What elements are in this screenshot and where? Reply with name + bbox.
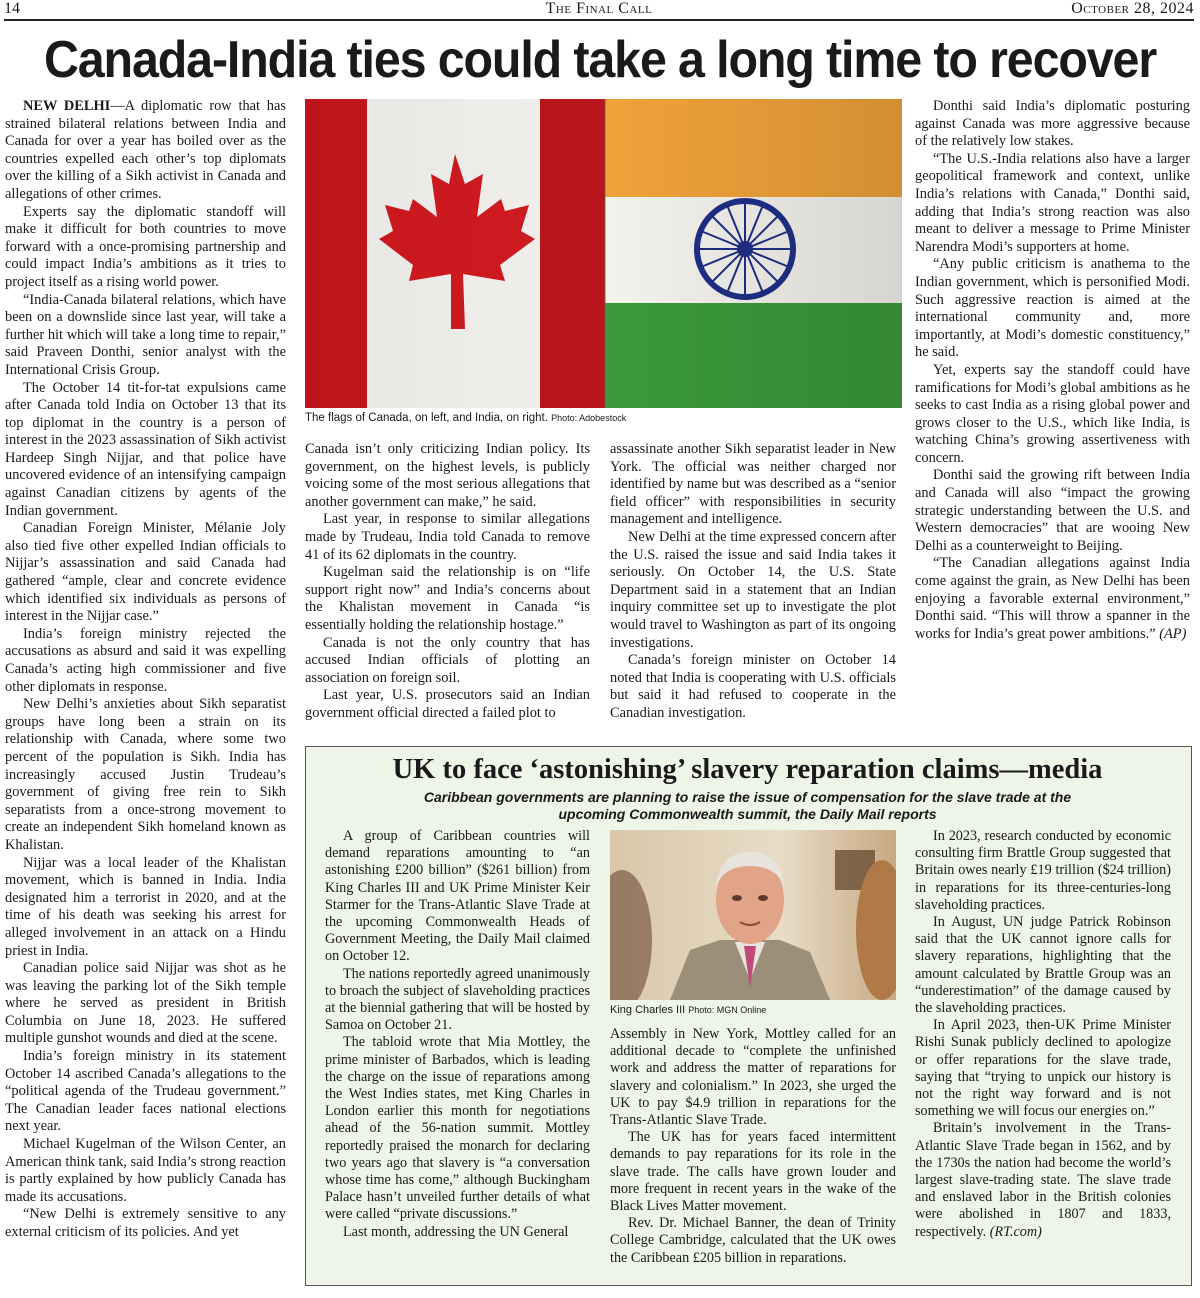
story1-column-3 — [610, 441, 896, 723]
king-charles-photo — [610, 830, 896, 1000]
story1-column-4 — [915, 98, 1190, 643]
story2-paragraph: Assembly in New York, Mottley called for an additional decade to “complete the unfinished work and address the matter of reparations for slavery and colonialism.” In 2023, she urged the UK to pay $4.9 trillion in reparations for the Trans-Atlantic Slave Trade. — [610, 1026, 896, 1129]
story1-paragraph: India’s foreign ministry rejected the accusations as absurd and said it was expelling Canada’s acting high commissioner and five other diplomats in response. — [5, 625, 286, 695]
story1-paragraph: The October 14 tit-for-tat expulsions came after Canada told India on October 13 that its top diplomat in the country is a person of interest in the 2023 assassination of Sikh activist Hardeep Singh Nijjar, and that police have uncovered evidence of an intensifying campaign against Canadian citizens by agents of the Indian government. — [5, 379, 286, 519]
source-tag: (AP) — [1159, 625, 1187, 642]
story1-paragraph: NEW DELHI—A diplomatic row that has strained bilateral relations between India and Canada for over a year has boiled over as the countries expelled each other’s top diplomats over the killing of a Sikh activist in Canada and allegations of other crimes. — [5, 98, 286, 202]
masthead-bar — [4, 0, 1194, 21]
story1-paragraph: Canada’s foreign minister on October 14 noted that India is cooperating with U.S. officials but said it had refused to cooperate in the Canadian investigation. — [610, 652, 896, 721]
story1-paragraph: “Any public criticism is anathema to the Indian government, which is personified Modi. Such aggressive reaction is aimed at the international community and, more importantly, at Modi’s domestic constituency,” he said. — [915, 256, 1190, 361]
story1-paragraph: New Delhi at the time expressed concern after the U.S. raised the issue and said India takes it seriously. On October 14, the U.S. State Department said in a statement that an Indian inquiry committee set up to investigate the plot would travel to Washington as part of its ongoing investigations. — [610, 528, 896, 651]
story2-headline: UK to face ‘astonishing’ slavery reparation claims—media — [392, 754, 1103, 785]
story1-paragraph: India’s foreign ministry in its statement October 14 ascribed Canada’s allegations to the “political agenda of the Trudeau government.” The Canadian leader faces national elections next year. — [5, 1048, 286, 1135]
story2-column-2 — [610, 1026, 896, 1267]
story2-paragraph: A group of Caribbean countries will demand reparations amounting to “an astonishing £200 billion” ($261 billion) from King Charles III and UK Prime Minister Keir Starmer for the Trans-Atlantic Slave Trade at the upcoming Commonwealth Heads of Government Meeting, the Daily Mail claimed on October 12. — [325, 828, 590, 965]
story1-headline: Canada-India ties could take a long time to recover — [43, 31, 1157, 89]
story1-column-1 — [5, 98, 286, 1242]
photo-credit: Photo: Adobestock — [551, 413, 627, 423]
story2-paragraph: Last month, addressing the UN General — [343, 1223, 569, 1240]
story2-subheadline: Caribbean governments are planning to raise the issue of compensation for the slave trade at the upcoming Commonwealth summit, the Daily Mail reports — [423, 789, 1072, 822]
story1-paragraph: Last year, in response to similar allegations made by Trudeau, India told Canada to remove 41 of its 62 diplomats in the country. — [305, 511, 590, 563]
story2-paragraph: Britain’s involvement in the Trans-Atlantic Slave Trade began in 1562, and by the 1730s the nation had become the world’s largest slave-trading state. The slave trade and enslaved labor in the British colonies were abolished in 1807 and 1833, respectively. (RT.com) — [915, 1120, 1171, 1240]
story2-paragraph: In 2023, research conducted by economic consulting firm Brattle Group suggested that Britain owes nearly £19 trillion ($24 trillion) in reparations for its three-centuries-long slaveholding practices. — [915, 828, 1171, 913]
king-charles-caption — [610, 1004, 766, 1016]
story1-paragraph: Canada isn’t only criticizing Indian policy. Its government, on the highest levels, is publicly voicing some of the most serious allegations that another government can make,” he said. — [305, 441, 590, 510]
paper-name: The Final Call — [545, 0, 653, 17]
story1-column-2 — [305, 441, 590, 723]
flags-photo — [305, 99, 902, 408]
page-number: 14 — [4, 0, 20, 17]
canada-india-flags-image — [305, 99, 902, 408]
story2-paragraph: The tabloid wrote that Mia Mottley, the prime minister of Barbados, which is leading the charge on the issue of reparations among the West Indies states, met King Charles in London earlier this month for negotiations ahead of the 56-nation summit. Mottley reportedly praised the monarch for declaring two years ago that slavery is “a conversation whose time has come,” although Buckingham Palace hasn’t unveiled further details of what were called “private discussions.” — [325, 1034, 590, 1223]
story2-paragraph: In April 2023, then-UK Prime Minister Rishi Sunak publicly declined to apologize or offer reparations for the slave trade, saying that “trying to unpick our history is not the right way forward and is not something we will focus our energies on.” — [915, 1017, 1171, 1120]
story1-paragraph: Last year, U.S. prosecutors said an Indian government official directed a failed plot to — [305, 687, 590, 721]
story1-paragraph: “The Canadian allegations against India come against the grain, as New Delhi has been enjoying a favorable external environment,” Donthi said. “This will throw a spanner in the works for India’s great power ambitions.” (AP) — [915, 555, 1190, 642]
story1-paragraph: Nijjar was a local leader of the Khalistan movement, which is banned in India. India designated him a terrorist in 2020, and at the time of his death was seeking his arrest for alleged involvement in an attack on a Hindu priest in India. — [5, 854, 286, 959]
story1-paragraph: “India-Canada bilateral relations, which have been on a downslide since last year, will take a further hit which will take a long time to repair,” said Praveen Donthi, senior analyst with the International Crisis Group. — [5, 291, 286, 378]
king-charles-image — [610, 830, 896, 1000]
story1-paragraph: “The U.S.-India relations also have a larger geopolitical framework and context, unlike India’s relations with Canada,” Donthi said, adding that India’s strong reaction was also meant to deliver a message to Prime Minister Narendra Modi’s supporters at home. — [915, 150, 1190, 255]
story1-paragraph: “New Delhi is extremely sensitive to any external criticism of its policies. And yet — [5, 1206, 286, 1240]
story1-paragraph: Experts say the diplomatic standoff will make it difficult for both countries to move forward with a once-promising partnership and could impact India’s ambitions as it tries to project itself as a rising world power. — [5, 203, 286, 290]
story2-paragraph: In August, UN judge Patrick Robinson said that the UK cannot ignore calls for slavery reparations, highlighting that the amount calculated by Brattle Group was an “underestimation” of the damage caused by the slaveholding practices. — [915, 914, 1171, 1017]
story2-column-1 — [325, 828, 590, 1241]
caption-text: The flags of Canada, on left, and India, on right. — [305, 412, 548, 424]
story1-paragraph: assassinate another Sikh separatist leader in New York. The official was neither charged nor identified by name but was described as a “senior field officer” with responsibilities in security management and intelligence. — [610, 441, 896, 528]
story2-paragraph: The UK has for years faced intermittent demands to pay reparations for its role in the slave trade. The calls have grown louder and more frequent in recent years in the wake of the Black Lives Matter movement. — [610, 1129, 896, 1215]
story1-paragraph: Michael Kugelman of the Wilson Center, an American think tank, said India’s strong reaction is partly explained by how publicly Canada has made its accusations. — [5, 1136, 286, 1205]
flags-photo-caption — [305, 412, 626, 424]
story2-paragraph: Rev. Dr. Michael Banner, the dean of Trinity College Cambridge, calculated that the UK owes the Caribbean £205 billion in reparations. — [610, 1215, 896, 1266]
photo-credit: Photo: MGN Online — [688, 1005, 767, 1015]
story1-paragraph: Canadian Foreign Minister, Mélanie Joly also tied five other expelled Indian officials to Nijjar’s assassination and said Canada had gathered “ample, clear and concrete evidence which identified six individuals as persons of interest in the Nijjar case.” — [5, 520, 286, 625]
story1-paragraph: Yet, experts say the standoff could have ramifications for Modi’s global ambitions as he seeks to cast India as a rising global power and grows closer to the U.S., which like India, is watching China’s growing assertiveness with concern. — [915, 361, 1190, 466]
issue-date: October 28, 2024 — [1071, 0, 1194, 17]
story1-paragraph: Donthi said the growing rift between India and Canada will also “impact the growing strategic understanding between the U.S. and Western democracies” that are wooing New Delhi as a counterweight to Beijing. — [915, 467, 1190, 554]
story1-paragraph: New Delhi’s anxieties about Sikh separatist groups have long been a strain on its relationship with Canada, where some two percent of the population is Sikh. India has increasingly accused Justin Trudeau’s government of giving free rein to Sikh separatists from a once-strong movement to create an independent Sikh homeland known as Khalistan. — [5, 696, 286, 853]
caption-text: King Charles III — [610, 1004, 686, 1016]
story1-paragraph: Donthi said India’s diplomatic posturing against Canada was more aggressive because of the relatively low stakes. — [915, 98, 1190, 150]
source-tag: (RT.com) — [989, 1223, 1042, 1240]
story2-paragraph: The nations reportedly agreed unanimously to broach the subject of slaveholding practices at the biennial gathering that will be hosted by Samoa on October 21. — [325, 965, 590, 1034]
story1-paragraph: Canadian police said Nijjar was shot as he was leaving the parking lot of the Sikh temple where he served as president in British Columbia on June 18, 2023. He suffered multiple gunshot wounds and died at the scene. — [5, 960, 286, 1047]
dateline: NEW DELHI — [23, 98, 111, 114]
story2-column-3 — [915, 828, 1171, 1241]
story1-paragraph: Kugelman said the relationship is on “life support right now” and India’s concerns about the Khalistan movement in Canada “is essentially holding the relationship hostage.” — [305, 564, 590, 633]
story1-paragraph: Canada is not the only country that has accused Indian officials of plotting an association on foreign soil. — [305, 634, 590, 686]
